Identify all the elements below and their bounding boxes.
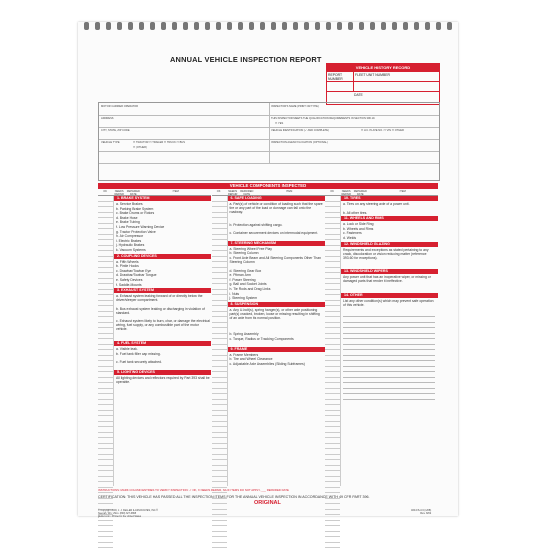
spiral-coil (447, 22, 452, 30)
column-header-cell: NEEDS REPAIR (227, 190, 238, 196)
inspection-item: b. Steering Column (229, 251, 259, 256)
spiral-coil (117, 22, 122, 30)
vehicle-type-label: VEHICLE TYPE (101, 141, 120, 144)
certification-text: CERTIFICATION: THIS VEHICLE HAS PASSED ALL THE INSPECTION ITEMS FOR THE ANNUAL VEHICLE INSPECTION IN ACCORDANCE WITH 49 CFR PART 396. (98, 495, 370, 499)
tractor-label: TRACTOR (136, 141, 149, 144)
inspection-item: g. Tractor Protection Valve (116, 229, 156, 234)
other-condition-line[interactable] (343, 399, 435, 400)
spiral-coil (282, 22, 287, 30)
inspection-item: a. Tires on any steering axle of a power unit. (343, 202, 410, 206)
check-boxes-column[interactable] (325, 196, 341, 486)
inspection-item: i. Electric Brakes (116, 238, 142, 243)
inspection-item: c. Front Axle Beam and All Steering Components Other Than Steering Column (229, 256, 322, 264)
column-header-cell: OK (103, 190, 107, 193)
original-label: ORIGINAL (254, 500, 281, 506)
spiral-coil (370, 22, 375, 30)
inspection-item: c. Drawbar/Towbar Eye (116, 268, 152, 273)
spiral-coil (414, 22, 419, 30)
inspection-agency-label: INSPECTION AGENCY/LOCATION (OPTIONAL) (271, 141, 328, 144)
report-number-label: REPORT NUMBER (327, 72, 354, 81)
section-header: 2. COUPLING DEVICES (114, 254, 211, 259)
column-header-cell: NEEDS REPAIR (341, 190, 351, 196)
inspection-item: h. Tie Rods and Drag Links (229, 287, 271, 291)
inspection-item: e. Safety Devices (116, 278, 143, 282)
spiral-coil (293, 22, 298, 30)
spiral-coil (128, 22, 133, 30)
section-header: 3. EXHAUST SYSTEM (114, 288, 211, 293)
other-condition-line[interactable] (343, 360, 435, 361)
spiral-coil (172, 22, 177, 30)
inspection-item: b. Protection against shifting cargo. (229, 222, 283, 227)
spiral-coil (227, 22, 232, 30)
inspection-item: b. Spring Assembly (229, 332, 259, 337)
section-header: 4. FUEL SYSTEM (114, 341, 211, 346)
spiral-coil (392, 22, 397, 30)
column-header-cell: REPAIRED DATE (353, 190, 367, 196)
vehicle-history-record (326, 63, 440, 105)
vehicle-id-label: VEHICLE IDENTIFICATION (✓ AND COMPLETE) (271, 129, 329, 132)
other-condition-line[interactable] (343, 349, 435, 350)
inspection-report-page (78, 22, 458, 516)
other-condition-line[interactable] (343, 371, 435, 372)
column-header-cell: ITEM (172, 190, 179, 193)
spiral-coil (194, 22, 199, 30)
copyright-line: © Copyright 2003, J. J. KELLER & ASSOCIATES, INC.® (98, 509, 158, 512)
inspection-item: b. Bus exhaust system leaking or discharging in violation of standard. (116, 306, 205, 315)
spiral-coil (95, 22, 100, 30)
inspection-item: e. Brake Tubing (116, 220, 140, 225)
report-number-field[interactable] (327, 82, 354, 91)
spiral-coil (337, 22, 342, 30)
other-condition-line[interactable] (343, 344, 435, 345)
inspection-item: Any power unit that has an inoperative wiper, or missing or damaged parts that render it ineffective. (343, 275, 431, 284)
bus-label: BUS (179, 141, 185, 144)
spiral-coil (216, 22, 221, 30)
spiral-coil (403, 22, 408, 30)
spiral-coil (348, 22, 353, 30)
form-number-line: 460-FS-C3 (1/08) (411, 509, 432, 512)
check-boxes-column[interactable] (212, 196, 228, 486)
other-condition-line[interactable] (343, 382, 435, 383)
instructions-line: INSTRUCTIONS: MARK COLUMN ENTRIES TO VERIFY INSPECTION: ✓ OK, X NEEDS REPAIR, NA IF ITEMS DO NOT APPLY, ___ REPAIRED DATE (98, 488, 289, 492)
column-header-cell: NEEDS REPAIR (114, 190, 124, 196)
spiral-coil (260, 22, 265, 30)
other-condition-line[interactable] (343, 388, 435, 389)
copyright-line: jjkeller.com • Printed in the United States (98, 515, 142, 518)
section-header: 8. SUSPENSION (228, 302, 325, 307)
other-type-option[interactable]: ☐ (OTHER) (133, 146, 147, 149)
inspection-item: Requirements and exceptions as stated pertaining to any crack, discoloration or vision reducing matter (reference 393.60 for exceptions). (343, 247, 429, 260)
section-header: 1. BRAKE SYSTEM (114, 196, 211, 201)
components-column (325, 196, 438, 486)
section-header: 6. SAFE LOADING (228, 196, 325, 201)
inspector-name-label: INSPECTOR'S NAME (PRINT OR TYPE) (271, 105, 319, 108)
other-condition-line[interactable] (343, 316, 435, 317)
carrier-info-block (98, 102, 440, 181)
lic-plate-label: LIC. PLATE NO. (364, 129, 383, 132)
inspection-item: b. Tire and Wheel Clearance (229, 357, 273, 362)
spiral-coil (106, 22, 111, 30)
truck-label: TRUCK (166, 141, 176, 144)
spiral-coil (161, 22, 166, 30)
inspection-item: All lighting devices and reflectors required by Part 393 shall be operable. (116, 375, 210, 384)
fleet-unit-field[interactable] (354, 82, 439, 91)
inspection-item: e. Pitman Arm (229, 273, 251, 278)
components-header: VEHICLE COMPONENTS INSPECTED (98, 183, 438, 189)
copyright-line: Neenah, WI • USA • (800) 327-6868 (98, 512, 137, 515)
section-header: 9. FRAME (228, 347, 325, 352)
inspection-item: f. Low Pressure Warning Device (116, 225, 165, 229)
column-header-cell: REPAIRED DATE (126, 190, 140, 196)
column-header-cell: ITEM (286, 190, 293, 193)
inspection-item: c. Container securement devices on intermodal equipment. (229, 231, 319, 236)
inspection-item: d. Brake Hose (116, 215, 138, 220)
date-label: DATE (354, 93, 363, 97)
spiral-coil (139, 22, 144, 30)
yes-label: YES (278, 122, 284, 125)
section-header: 14. OTHER (341, 293, 438, 298)
spiral-coil (381, 22, 386, 30)
other-condition-line[interactable] (343, 338, 435, 339)
section-header: 12. WINDSHIELD GLAZING (341, 242, 438, 247)
column-header-cell: OK (216, 190, 221, 193)
address-label: ADDRESS (101, 117, 114, 120)
inspection-item: j. Steering System (229, 296, 258, 301)
spiral-coil (359, 22, 364, 30)
spiral-coil (150, 22, 155, 30)
inspector-meets-label: THIS INSPECTOR MEETS THE QUALIFICATION REQUIREMENTS IN SECTION 396.19. (271, 117, 376, 120)
section-header: 7. STEERING MECHANISM (228, 241, 325, 246)
spiral-coil (304, 22, 309, 30)
inspection-item: b. Pintle Hooks (116, 264, 139, 269)
section-header: 5. LIGHTING DEVICES (114, 370, 211, 375)
inspection-item: b. Parking Brake System (116, 206, 154, 211)
inspection-item: i. Nuts (229, 291, 240, 296)
inspection-item: c. Torque, Radius or Tracking Components (229, 337, 294, 341)
inspection-item: j. Hydraulic Brakes (116, 243, 145, 248)
inspection-item: f. Saddle-Mounts (116, 282, 142, 287)
section-header: 13. WINDSHIELD WIPERS (341, 269, 438, 274)
motor-carrier-label: MOTOR CARRIER OPERATOR (101, 105, 139, 108)
spiral-coil (238, 22, 243, 30)
other-condition-line[interactable] (343, 366, 435, 367)
other-label: OTHER (394, 129, 404, 132)
components-column (212, 196, 325, 486)
inspection-item: a. Fifth Wheels (116, 259, 139, 264)
other-condition-line[interactable] (343, 333, 435, 334)
fleet-unit-label: FLEET UNIT NUMBER (355, 73, 390, 77)
inspection-item: d. Steering Gear Box (229, 268, 262, 273)
inspection-item: c. Exhaust system likely to burn, char, or damage the electrical wiring, fuel supply, or any combustible part of the motor vehicle. (116, 319, 210, 332)
inspection-item: a. Service Brakes (116, 202, 143, 206)
spiral-coil (425, 22, 430, 30)
inspection-item: c. Fasteners (343, 231, 362, 236)
copyright-block (98, 509, 158, 518)
check-boxes-column[interactable] (98, 196, 114, 486)
city-state-label: CITY, STATE, ZIP CODE (101, 129, 130, 132)
spiral-coil (183, 22, 188, 30)
inspection-item: a. Steering Wheel Free Play (229, 246, 272, 251)
spiral-coil (326, 22, 331, 30)
inspection-item: b. All other tires. (343, 210, 368, 215)
spiral-coil (249, 22, 254, 30)
spiral-coil (436, 22, 441, 30)
inspection-item: b. Wheels and Rims (343, 226, 374, 231)
spiral-coil (315, 22, 320, 30)
inspection-item: a. Frame Members (229, 352, 259, 357)
other-condition-line[interactable] (343, 355, 435, 356)
inspection-item: c. Brake Drums or Rotors (116, 211, 155, 216)
vin-label: VIN (386, 129, 391, 132)
inspection-item: c. Adjustable Axle Assemblies (Sliding Subframes) (229, 361, 305, 366)
trailer-label: TRAILER (152, 141, 164, 144)
components-column (98, 196, 211, 486)
yes-checkbox-label[interactable]: ☐ YES (275, 122, 284, 125)
spiral-binding (78, 22, 458, 30)
inspection-item: a. Part(s) of vehicle or condition of loading such that the spare tire or any part of the load or dunnage can fall onto the roadway. (229, 202, 323, 214)
inspection-item: h. Air Compressor (116, 234, 144, 239)
other-condition-line[interactable] (343, 322, 435, 323)
form-number-line: Rev. 8/02 (420, 512, 432, 515)
inspection-item: f. Power Steering (229, 277, 256, 282)
column-header-cell: REPAIRED DATE (240, 190, 254, 196)
lic-plate-option[interactable]: ☐ LIC. PLATE NO. ☐ VIN ☐ OTHER (361, 129, 404, 132)
inspection-item: d. Welds (343, 236, 357, 240)
other-condition-line[interactable] (343, 377, 435, 378)
section-header: 10. TIRES (341, 196, 438, 201)
inspection-item: a. Visible leak. (116, 347, 138, 351)
other-condition-line[interactable] (343, 327, 435, 328)
section-header: 11. WHEELS AND RIMS (341, 216, 438, 221)
history-record-header: VEHICLE HISTORY RECORD (327, 64, 439, 71)
vehicle-type-options[interactable]: ☐ TRACTOR ☐ TRAILER ☐ TRUCK ☐ BUS (133, 141, 185, 144)
other-type-label: (OTHER) (136, 146, 147, 149)
form-number (411, 509, 431, 515)
inspection-item: a. Lock or Side Ring (343, 222, 374, 227)
inspection-item: c. Fuel tank securely attached. (116, 360, 162, 365)
inspection-item: k. Vacuum Systems (116, 248, 146, 252)
inspection-item: g. Ball and Socket Joints (229, 282, 267, 287)
inspection-item: a. Exhaust system leaking forward of or directly below the driver/sleeper compartment. (116, 294, 203, 303)
column-header-cell: ITEM (399, 190, 406, 193)
inspection-item: d. Drawbar/Towbar Tongue (116, 273, 157, 278)
inspection-item: a. Any U-bolt(s), spring hanger(s), or other axle positioning part(s) cracked, broken, loose or missing resulting in shifting of an axle from its normal position. (229, 307, 320, 320)
other-condition-line[interactable] (343, 393, 435, 394)
inspection-item: b. Fuel tank filler cap missing. (116, 351, 161, 356)
inspection-item: List any other condition(s) which may prevent safe operation of this vehicle. (343, 298, 434, 307)
spiral-coil (271, 22, 276, 30)
spiral-coil (84, 22, 89, 30)
column-header-cell: OK (330, 190, 334, 193)
spiral-coil (205, 22, 210, 30)
report-title: ANNUAL VEHICLE INSPECTION REPORT (170, 55, 322, 64)
